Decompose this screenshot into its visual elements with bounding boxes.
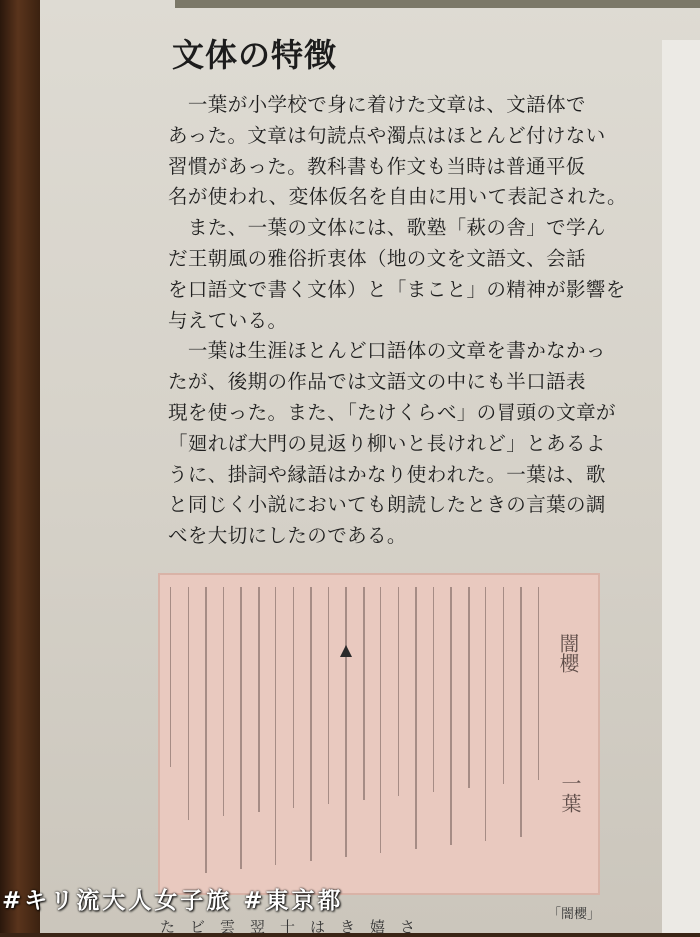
body-line: を口語文で書く文体）と「まこと」の精神が影響を: [168, 277, 626, 301]
panel-body-text: [168, 90, 627, 552]
body-line: 一葉は生涯ほとんど口語体の文章を書かなかっ: [168, 339, 606, 363]
manuscript-stroke: [345, 587, 347, 857]
manuscript-stroke: [328, 587, 329, 804]
body-line: うに、掛詞や縁語はかなり使われた。一葉は、歌: [168, 462, 606, 486]
manuscript-stroke: [398, 587, 400, 796]
body-line: あった。文章は句読点や濁点はほとんど付けない: [168, 123, 606, 147]
body-line: 「廻れば大門の見返り柳いと長けれど」とあるよ: [168, 431, 606, 455]
manuscript-stroke: [205, 587, 207, 873]
panel-top-strip: [175, 0, 700, 8]
manuscript-image: [158, 573, 600, 895]
manuscript-stroke: [170, 587, 171, 767]
body-line: べを大切にしたのである。: [168, 524, 407, 548]
panel-title: 文体の特徴: [172, 36, 338, 74]
manuscript-stroke: [223, 587, 224, 816]
manuscript-author-text: 一葉: [558, 773, 582, 813]
cut-off-text: た ビ 雲 翌 十 は き 嬉 さ: [160, 918, 416, 936]
manuscript-stroke: [310, 587, 312, 861]
manuscript-stroke: [380, 587, 381, 853]
manuscript-stroke: [485, 587, 486, 841]
manuscript-stroke: [433, 587, 434, 792]
manuscript-stroke: [503, 587, 505, 784]
body-line: と同じく小説においても朗読したときの言葉の調: [168, 493, 606, 517]
manuscript-title-text: 闇櫻: [556, 633, 580, 673]
manuscript-stroke: [240, 587, 242, 869]
manuscript-stroke: [258, 587, 260, 812]
body-line: 現を使った。また、「たけくらべ」の冒頭の文章が: [168, 400, 616, 424]
body-line: 名が使われ、変体仮名を自由に用いて表記された。: [168, 185, 627, 209]
manuscript-stroke: [188, 587, 190, 820]
manuscript-caption: 「闇櫻」: [548, 907, 601, 922]
manuscript-stroke: [363, 587, 365, 800]
body-line: 一葉が小学校で身に着けた文章は、文語体で: [168, 93, 586, 116]
manuscript-stroke: [275, 587, 276, 865]
body-line: だ王朝風の雅俗折衷体（地の文を文語文、会話: [168, 246, 586, 270]
body-line: 習慣があった。教科書も作文も当時は普通平仮: [168, 154, 586, 178]
manuscript-stroke: [450, 587, 452, 845]
manuscript-stroke: [468, 587, 470, 788]
hashtag-overlay: #キリ流大人女子旅 #東京都: [2, 888, 344, 914]
wooden-frame: [0, 0, 40, 933]
body-line: たが、後期の作品では文語文の中にも半口語表: [168, 370, 586, 394]
manuscript-stroke: [293, 587, 295, 808]
manuscript-stroke: [538, 587, 539, 780]
adjacent-card: [662, 40, 700, 933]
body-line: また、一葉の文体には、歌塾「萩の舎」で学ん: [168, 216, 606, 240]
manuscript-stroke: [520, 587, 522, 837]
manuscript-stroke: [415, 587, 417, 849]
body-line: 与えている。: [168, 308, 288, 332]
